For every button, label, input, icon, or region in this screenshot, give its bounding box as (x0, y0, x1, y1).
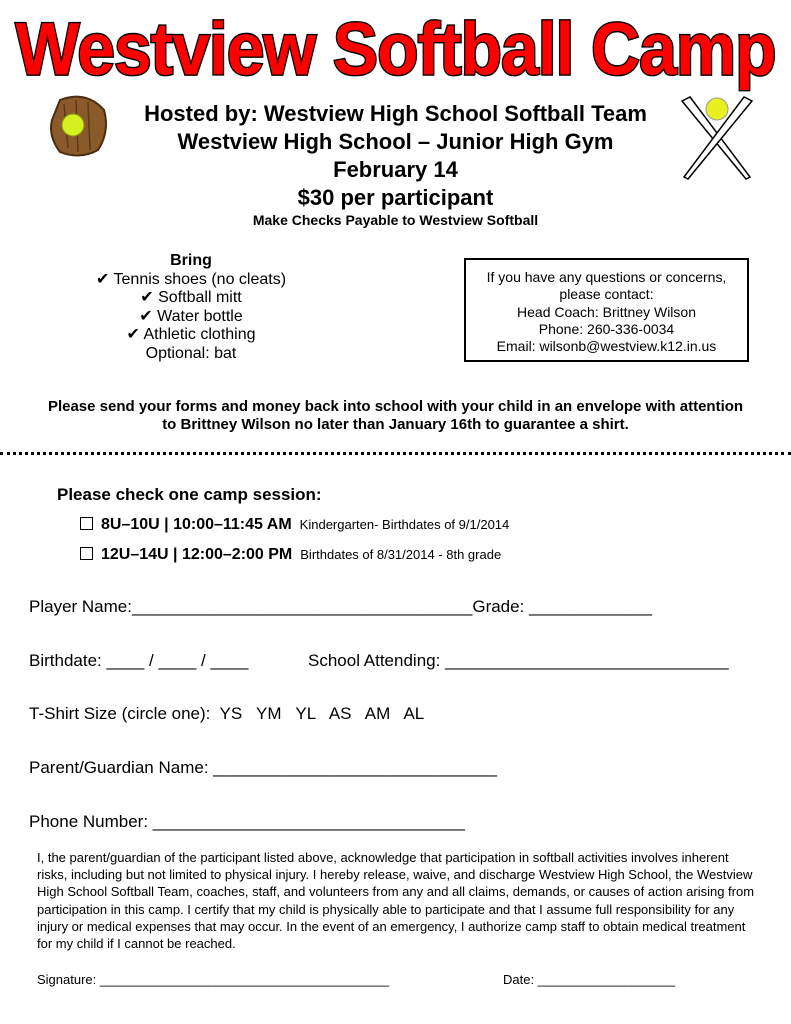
birthdate-field[interactable]: Birthdate: ____ / ____ / ____ (29, 651, 249, 670)
phone-field[interactable]: Phone Number: _________________________________ (29, 812, 465, 831)
contact-line: If you have any questions or concerns, (486, 269, 727, 285)
school-field[interactable]: School Attending: ______________________________ (308, 651, 729, 670)
session-heading: Please check one camp session: (57, 485, 322, 504)
bring-list (91, 252, 291, 364)
tshirt-size-field[interactable]: T-Shirt Size (circle one): YS YM YL AS AM AL (29, 704, 425, 723)
contact-line: Phone: 260-336-0034 (538, 320, 675, 337)
cut-line-divider (0, 452, 791, 455)
bring-item: ✔ Softball mitt (140, 289, 242, 307)
parent-name-field[interactable]: Parent/Guardian Name: ______________________________ (29, 758, 497, 777)
notice-line: Please send your forms and money back into school with your child in an envelope with attention (47, 398, 744, 415)
bring-heading: Bring (170, 252, 212, 269)
checkbox[interactable] (80, 547, 93, 560)
session-note: Kindergarten- Birthdates of 9/1/2014 (299, 517, 510, 532)
bring-item: Optional: bat (145, 344, 237, 362)
event-date: February 14 (333, 157, 458, 182)
session-option[interactable] (80, 546, 501, 564)
session-option[interactable] (80, 516, 509, 534)
location: Westview High School – Junior High Gym (177, 129, 614, 154)
signature-field[interactable]: Signature: ________________________________________ (37, 972, 390, 987)
contact-line: Head Coach: Brittney Wilson (517, 303, 696, 320)
session-label: 8U–10U | 10:00–11:45 AM (101, 516, 292, 533)
checkbox[interactable] (80, 517, 93, 530)
bring-item: ✔ Water bottle (139, 307, 243, 325)
return-notice (0, 398, 791, 434)
contact-box (464, 258, 749, 362)
notice-line: to Brittney Wilson no later than January 16th to guarantee a shirt. (162, 416, 629, 433)
checks-payable: Make Checks Payable to Westview Softball (252, 212, 539, 228)
session-note: Birthdates of 8/31/2014 - 8th grade (300, 547, 502, 562)
contact-line: Email: wilsonb@westview.k12.in.us (496, 338, 717, 355)
price: $30 per participant (297, 185, 494, 210)
bring-item: ✔ Tennis shoes (no cleats) (95, 270, 287, 288)
waiver-text: I, the parent/guardian of the participant listed above, acknowledge that participation in softball activities involves inherent risks, including but not limited to physical injury. I hereby release, waive, and discharge Westview High School, the Westview High School Softball Team, coaches, staff, and volunteers from any and all claims, demands, or causes of action arising from participation in this camp. I certify that my child is physically able to participate and that I assume full responsibility for any injury or medical expenses that may occur. In the event of an emergency, I authorize camp staff to obtain medical treatment for my child if I cannot be reached. (37, 850, 755, 952)
page-title: Westview Softball Camp (15, 7, 776, 90)
contact-line: please contact: (559, 286, 654, 303)
date-field[interactable]: Date: ___________________ (503, 972, 676, 987)
player-name-field[interactable]: Player Name:____________________________________Grade: _____________ (29, 597, 652, 616)
hosted-by: Hosted by: Westview High School Softball Team (144, 101, 647, 126)
session-label: 12U–14U | 12:00–2:00 PM (101, 546, 293, 563)
bring-item: ✔ Athletic clothing (126, 326, 256, 344)
